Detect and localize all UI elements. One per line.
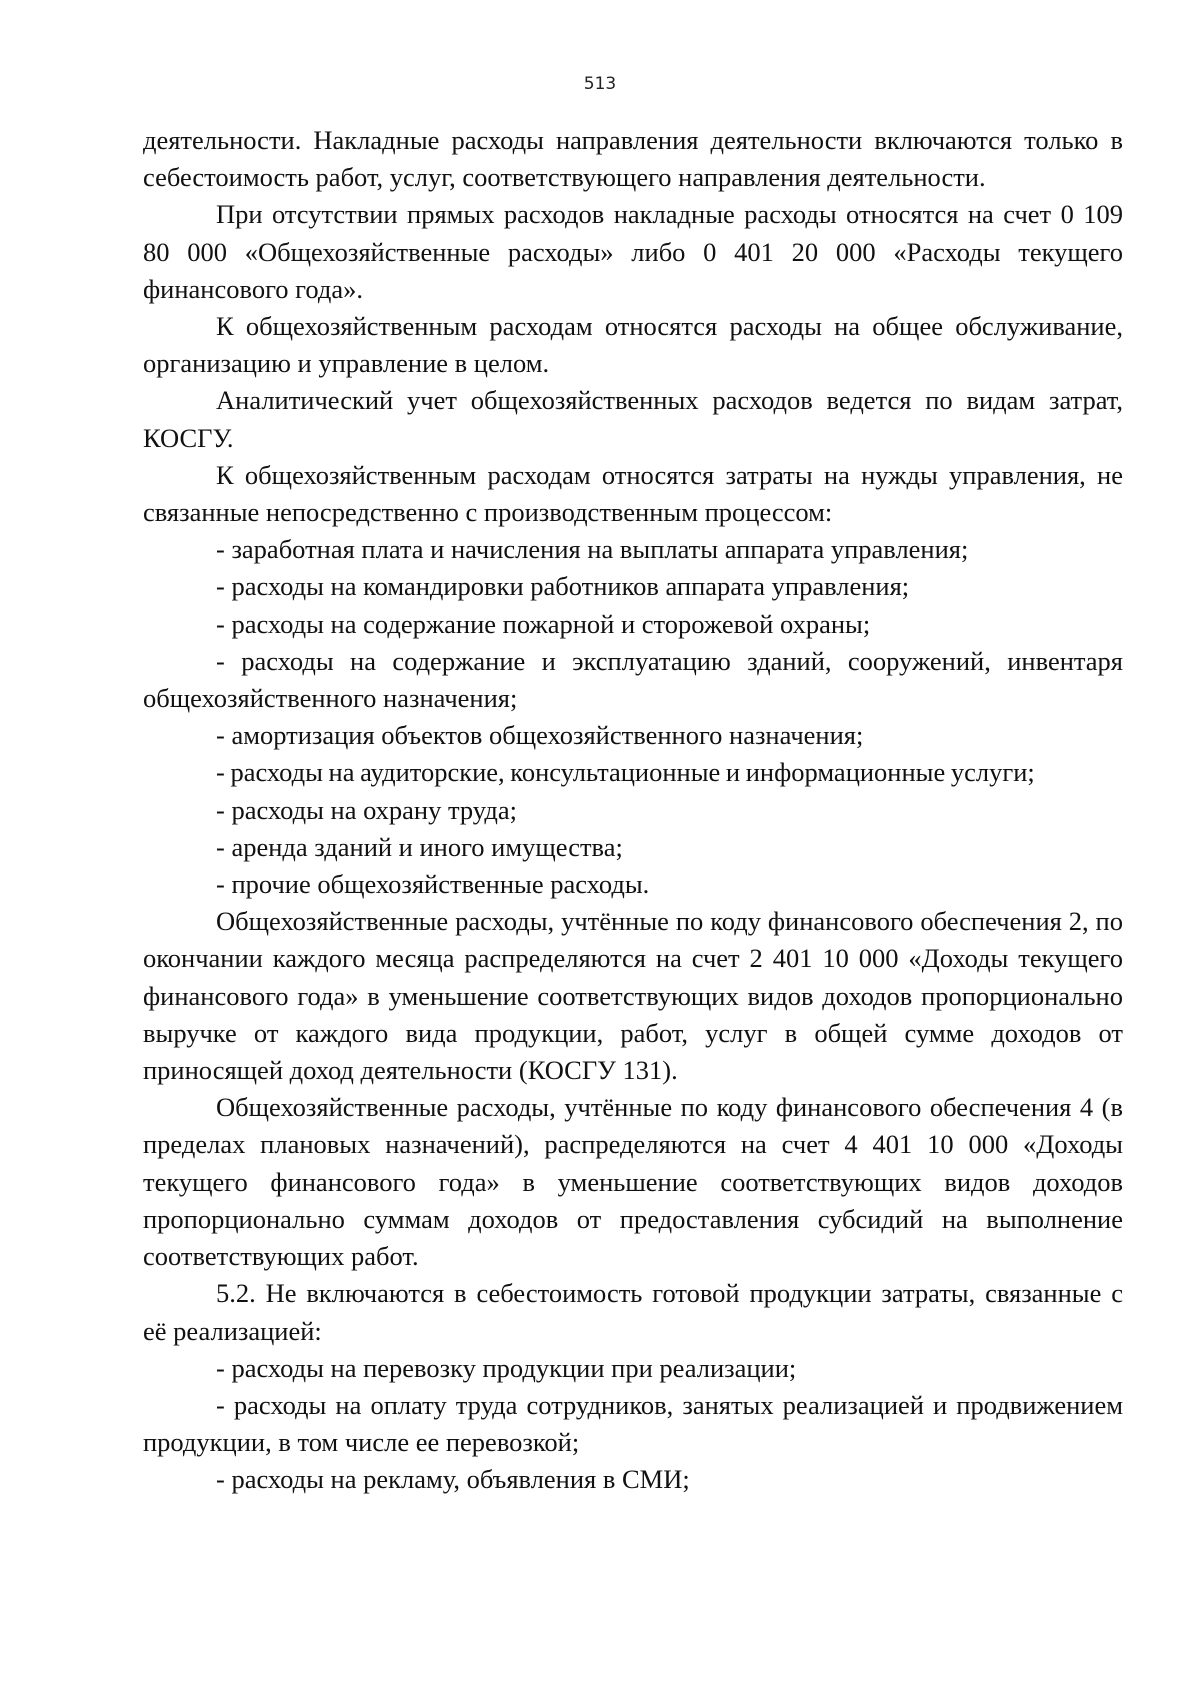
paragraph-continuation: деятельности. Накладные расходы направления деятельности включаются только в себестоимость работ, услуг, соответствующего направления деятельности. (143, 125, 1123, 193)
list-item: - прочие общехозяйственные расходы. (216, 869, 650, 900)
list-item: - расходы на командировки работников аппарата управления; (216, 571, 910, 602)
page-number: 513 (583, 74, 617, 94)
list-item: - расходы на рекламу, объявления в СМИ; (216, 1464, 690, 1495)
paragraph-section-5-2: 5.2. Не включаются в себестоимость готовой продукции затраты, связанные с её реализацией: (143, 1278, 1123, 1346)
list-item: - амортизация объектов общехозяйственного назначения; (216, 720, 864, 751)
paragraph-management-costs: К общехозяйственным расходам относятся затраты на нужды управления, не связанные непосредственно с производственным процессом: (143, 459, 1123, 528)
paragraph-distribution-code-4: Общехозяйственные расходы, учтённые по коду финансового обеспечения 4 (в пределах плановых назначений), распределяются на счет 4 401 10 000 «Доходы текущего финансового года» в уменьшение соответствующих видов доходов пропорционально суммам доходов от предоставления субсидий на выполнение соответствующих работ. (143, 1092, 1123, 1272)
list-item: - расходы на охрану труда; (216, 794, 517, 825)
list-item: - расходы на содержание и эксплуатацию зданий, сооружений, инвентаря общехозяйственного назначения; (143, 645, 1123, 714)
list-item: - аренда зданий и иного имущества; (216, 831, 623, 862)
paragraph-overhead-accounts: При отсутствии прямых расходов накладные расходы относятся на счет 0 109 80 000 «Общехозяйственные расходы» либо 0 401 20 000 «Расходы текущего финансового года». (143, 199, 1123, 304)
list-item: - заработная плата и начисления на выплаты аппарата управления; (216, 534, 969, 565)
document-body (143, 122, 1123, 1499)
paragraph-analytical-accounting: Аналитический учет общехозяйственных расходов ведется по видам затрат, КОСГУ. (143, 385, 1123, 453)
list-item: - расходы на содержание пожарной и сторожевой охраны; (216, 608, 871, 639)
paragraph-distribution-code-2: Общехозяйственные расходы, учтённые по коду финансового обеспечения 2, по окончании каждого месяца распределяются на счет 2 401 10 000 «Доходы текущего финансового года» в уменьшение соответствующих видов доходов пропорционально выручке от каждого вида продукции, работ, услуг в общей сумме доходов от приносящей доход деятельности (КОСГУ 131). (143, 906, 1123, 1086)
list-item: - расходы на аудиторские, консультационные и информационные услуги; (216, 757, 1035, 788)
list-item: - расходы на перевозку продукции при реализации; (216, 1352, 797, 1383)
list-item: - расходы на оплату труда сотрудников, занятых реализацией и продвижением продукции, в том числе ее перевозкой; (143, 1389, 1123, 1458)
paragraph-general-expenses-definition: К общехозяйственным расходам относятся расходы на общее обслуживание, организацию и управление в целом. (143, 311, 1123, 379)
